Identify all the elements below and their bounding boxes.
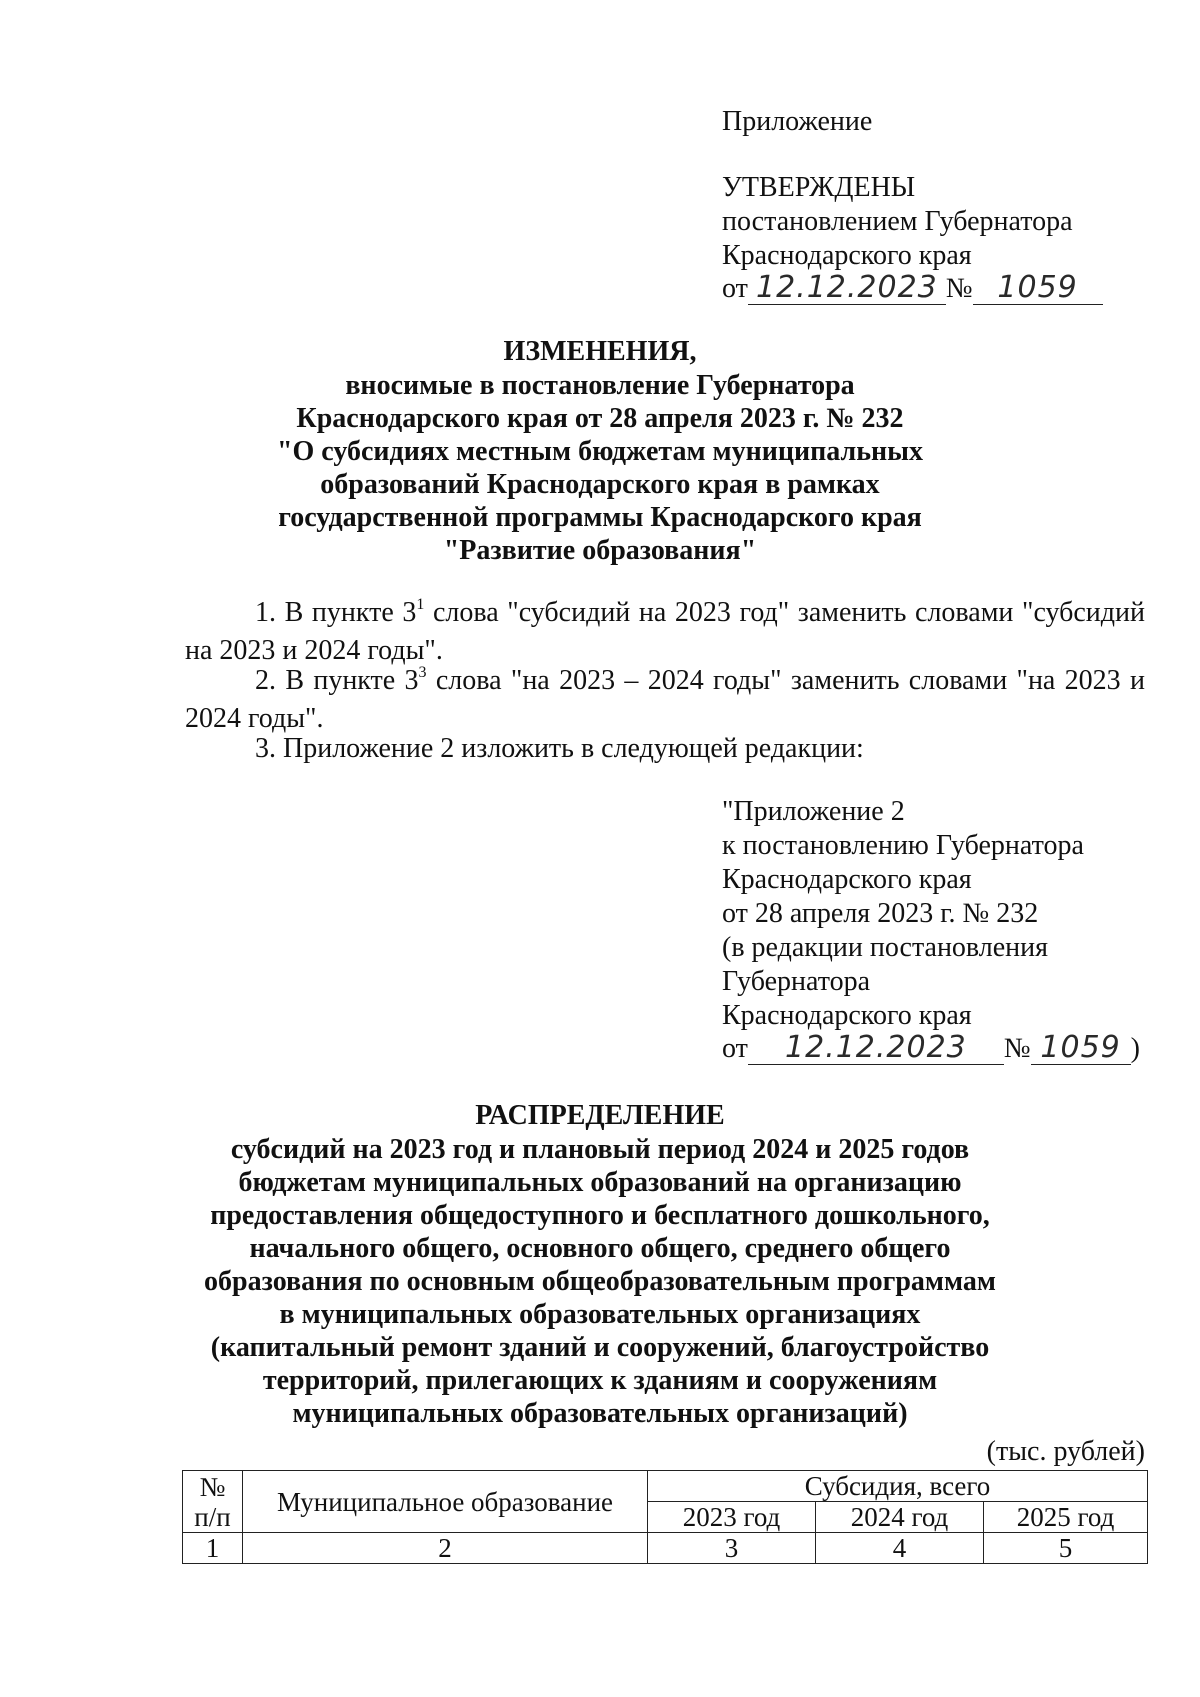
distribution-heading: РАСПРЕДЕЛЕНИЕ <box>475 1100 725 1131</box>
appendix2-line: Краснодарского края <box>722 1000 972 1031</box>
superscript: 1 <box>416 596 425 613</box>
column-number-cell: 4 <box>816 1533 984 1564</box>
distribution-title-line: территорий, прилегающих к зданиям и сооружениям <box>262 1365 938 1396</box>
column-number-cell: 2 <box>243 1533 648 1564</box>
approved-by-line: постановлением Губернатора <box>722 206 1073 237</box>
distribution-title-line: предоставления общедоступного и бесплатного дошкольного, <box>210 1200 990 1231</box>
appendix2-line: (в редакции постановления <box>722 932 1049 963</box>
appendix2-line: к постановлению Губернатора <box>722 830 1084 861</box>
header-year-cell: 2023 год <box>648 1502 816 1533</box>
handwritten-date: 12.12.2023 <box>748 1032 1004 1065</box>
from-prefix: от <box>722 1033 748 1064</box>
changes-title-line: образований Краснодарского края в рамках <box>320 469 880 500</box>
subsidy-table <box>182 1470 1148 1564</box>
item-3: 3. Приложение 2 изложить в следующей редакции: <box>255 733 864 764</box>
appendix2-line: от 28 апреля 2023 г. № 232 <box>722 898 1039 929</box>
approval-date-line <box>722 272 1103 305</box>
changes-title-line: "Развитие образования" <box>443 535 757 566</box>
column-number-cell: 5 <box>984 1533 1148 1564</box>
handwritten-number: 1059 <box>1031 1032 1131 1065</box>
changes-heading: ИЗМЕНЕНИЯ, <box>503 336 697 367</box>
closing-paren: ) <box>1130 1033 1140 1064</box>
appendix-label: Приложение <box>722 106 873 137</box>
distribution-title-line: в муниципальных образовательных организациях <box>279 1299 921 1330</box>
handwritten-date: 12.12.2023 <box>748 272 946 305</box>
changes-title-line: "О субсидиях местным бюджетам муниципальных <box>276 436 924 467</box>
appendix2-date-line <box>722 1032 1140 1065</box>
distribution-title-line: (капитальный ремонт зданий и сооружений, благоустройство <box>210 1332 990 1363</box>
number-sign: № <box>1003 1033 1031 1064</box>
approved-region-line: Краснодарского края <box>722 240 972 271</box>
item-1: 1. В пункте $3^1$ слова "субсидий на 2023 год" заменить словами "субсидий на 2023 и 2024 годы". <box>185 596 1146 666</box>
column-number-cell: 1 <box>183 1533 243 1564</box>
changes-title-line: вносимые в постановление Губернатора <box>345 370 855 401</box>
superscript: 3 <box>418 664 427 681</box>
unit-label: (тыс. рублей) <box>986 1436 1145 1467</box>
approved-label: УТВЕРЖДЕНЫ <box>722 172 916 203</box>
distribution-title-line: бюджетам муниципальных образований на организацию <box>238 1167 962 1198</box>
column-number-cell: 3 <box>648 1533 816 1564</box>
distribution-title-line: субсидий на 2023 год и плановый период 2024 и 2025 годов <box>230 1134 970 1165</box>
distribution-title-line: образования по основным общеобразовательным программам <box>204 1266 996 1297</box>
changes-title-line: государственной программы Краснодарского края <box>278 502 922 533</box>
header-year-cell: 2024 год <box>816 1502 984 1533</box>
header-subsidy-total-cell: Субсидия, всего <box>648 1471 1148 1502</box>
changes-title-line: Краснодарского края от 28 апреля 2023 г. № 232 <box>296 403 904 434</box>
distribution-title-line: начального общего, основного общего, среднего общего <box>249 1233 951 1264</box>
header-year-cell: 2025 год <box>984 1502 1148 1533</box>
header-municipality-cell: Муниципальное образование <box>243 1471 648 1533</box>
number-sign: № <box>945 273 973 304</box>
distribution-title-line: муниципальных образовательных организаций) <box>292 1398 908 1429</box>
appendix2-line: Губернатора <box>722 966 871 997</box>
from-prefix: от <box>722 273 748 304</box>
appendix2-line: "Приложение 2 <box>722 796 905 827</box>
handwritten-number: 1059 <box>973 272 1103 305</box>
item-2: 2. В пункте $3^3$ слова "на 2023 – 2024 годы" заменить словами "на 2023 и 2024 годы". <box>185 664 1146 734</box>
appendix2-line: Краснодарского края <box>722 864 972 895</box>
header-number-cell: № п/п <box>183 1471 243 1533</box>
